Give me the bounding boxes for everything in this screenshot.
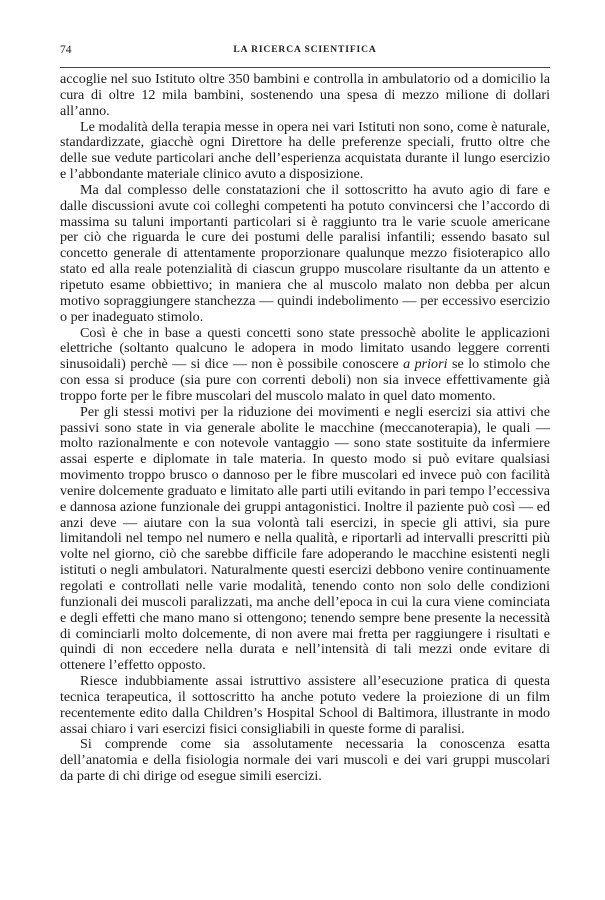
page-number: 74 (60, 44, 72, 56)
header-rule (60, 67, 550, 68)
paragraph-exercises: Per gli stessi motivi per la riduzione dei movimenti e negli esercizi sia attivi che passivi sono state in via generale abolite le macchine (meccanoterapia), le quali — molto razionalmente e con notevole vantaggio — sono state sostituite da infermiere assai esperte e diplomate in tale materia. In questo modo si può evitare qualsiasi movimento troppo brusco o dannoso per le fibre muscolari ed invece può con facilità venire dolcemente graduato e limitato alle parti utili evitando in pari tempo l’eccessiva e dannosa azione funzionale dei gruppi antagonistici. Inoltre il paziente può così — ed anzi deve — aiutare con la sua volontà tali esercizi, in specie gli attivi, sia pure limitandoli nel tempo nel numero e nella qualità, e riportarli ad intervalli prescritti più volte nel giorno, ciò che sarebbe difficile fare adoperando le macchine esistenti negli istituti o negli ambulatori. Naturalmente questi esercizi debbono venire continuamente regolati e controllati nelle varie modalità, tenendo conto non solo delle condizioni funzionali dei muscoli paralizzati, ma anche dell’epoca in cui la cura viene cominciata e degli effetti che mano mano si ottengono; tenendo sempre bene presente la necessità di cominciarli molto dolcemente, di non avere mai fretta per raggiungere i risultati e quindi di non eccedere nella durata e nell’intensità di tali mezzi onde evitare di ottenere l’effetto opposto. (60, 403, 550, 674)
running-title: LA RICERCA SCIENTIFICA (233, 45, 377, 55)
paragraph-continuation: accoglie nel suo Istituto oltre 350 bambini e controlla in ambulatorio od a domicilio la cura di oltre 12 mila bambini, sostenendo una spesa di mezzo milione di dollari all’anno. (60, 71, 550, 119)
paragraph-text-part: Così è che in base a questi concetti sono state pressochè abolite le applicazioni elettriche (soltanto qualcuno le adopera in modo limitato usando leggere correnti sinusoidali) perchè — si dice — non è possibile conoscere (60, 324, 550, 373)
italic-phrase: a priori (403, 356, 448, 373)
paragraph-electric-applications (60, 326, 550, 405)
paragraph-observations: Ma dal complesso delle constatazioni che il sottoscritto ha avuto agio di fare e dalle discussioni avute coi colleghi competenti ha potuto convincersi che l’accordo di massima su taluni importanti particolari si è raggiunto tra le varie scuole americane per ciò che riguarda le cure dei postumi delle paralisi infantili; essendo basato sul concetto generale di attentamente proporzionare qualunque mezzo fisioterapico allo stato ed alla reale potenzialità di ciascun gruppo muscolare risultante da un attento e ripetuto esame obbiettivo; in maniera che al muscolo malato non debba per alcun motivo sopraggiungere stanchezza — quindi indebolimento — per eccessivo esercizio o per inadeguato stimolo. (60, 181, 550, 325)
page-header (60, 44, 550, 60)
paragraph-film: Riesce indubbiamente assai istruttivo assistere all’esecuzione pratica di questa tecnica terapeutica, il sottoscritto ha anche potuto vedere la proiezione di un film recentemente edito dalla Children’s Hospital School di Baltimora, illustrante in modo assai chiaro i vari esercizi fisici consigliabili in queste forme di paralisi. (60, 673, 550, 737)
paragraph-therapy-modalities: Le modalità della terapia messe in opera nei vari Istituti non sono, come è naturale, standardizzate, giacchè ogni Direttore ha delle preferenze speciali, frutto oltre che delle sue vedute particolari anche dell’esperienza acquistata durante il lungo esercizio e l’abbondante materiale clinico avuto a disposizione. (60, 118, 550, 183)
body-text (60, 72, 550, 785)
paragraph-text-part: se lo stimolo che con essa si produce (sia pure con correnti deboli) non sia invece effettivamente già troppo forte per le fibre muscolari del muscolo malato in quel dato momento. (60, 356, 550, 404)
paragraph-anatomy: Si comprende come sia assolutamente necessaria la conoscenza esatta dell’anatomia e della fisiologia normale dei vari muscoli e dei vari gruppi muscolari da parte di chi dirige od esegue simili esercizi. (60, 736, 550, 785)
